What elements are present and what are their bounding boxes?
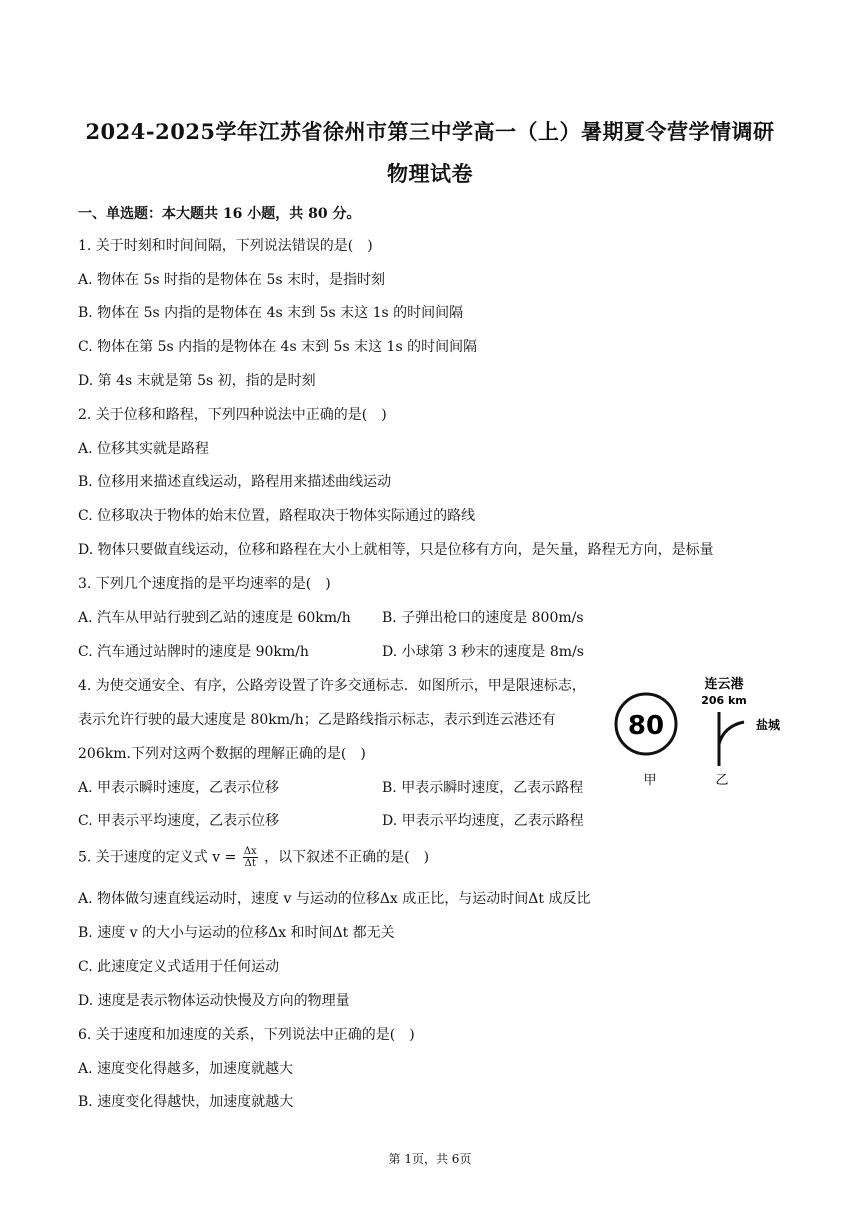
sign-label-jia: 甲 — [643, 773, 657, 788]
section-heading: 一、单选题：本大题共 16 小题，共 80 分。 — [78, 206, 361, 222]
q4-option-d: D. 甲表示平均速度，乙表示路程 — [382, 813, 584, 829]
page-footer: 第 1页，共 6页 — [388, 1152, 472, 1166]
q1-stem: 1. 关于时刻和时间间隔，下列说法错误的是( ) — [78, 238, 373, 254]
q5-stem — [78, 846, 429, 869]
q4-option-c: C. 甲表示平均速度，乙表示位移 — [78, 813, 280, 829]
q1-option-d: D. 第 4s 末就是第 5s 初，指的是时刻 — [78, 373, 316, 389]
q3-option-d: D. 小球第 3 秒末的速度是 8m/s — [382, 644, 584, 660]
q1-option-a: A. 物体在 5s 时指的是物体在 5s 末时，是指时刻 — [78, 272, 385, 288]
q4-option-b: B. 甲表示瞬时速度，乙表示路程 — [382, 780, 584, 796]
q6-option-a: A. 速度变化得越多，加速度就越大 — [78, 1061, 294, 1077]
q4-stem-line1: 4. 为使交通安全、有序，公路旁设置了许多交通标志．如图所示，甲是限速标志， — [78, 678, 586, 694]
q4-stem-line3: 206km.下列对这两个数据的理解正确的是( ) — [78, 746, 366, 762]
exam-title-line2: 物理试卷 — [387, 161, 473, 186]
q4-stem-line2: 表示允许行驶的最大速度是 80km/h；乙是路线指示标志，表示到连云港还有 — [78, 712, 556, 728]
q2-stem: 2. 关于位移和路程，下列四种说法中正确的是( ) — [78, 407, 387, 423]
q5-option-c: C. 此速度定义式适用于任何运动 — [78, 959, 280, 975]
fraction-denominator: Δt — [244, 858, 256, 869]
q3-option-c: C. 汽车通过站牌时的速度是 90km/h — [78, 644, 309, 660]
route-branch-label: 盐城 — [755, 718, 781, 732]
q2-option-b: B. 位移用来描述直线运动，路程用来描述曲线运动 — [78, 474, 392, 490]
q5-stem-suffix: ，以下叙述不正确的是( ) — [264, 849, 430, 866]
q2-option-d: D. 物体只要做直线运动，位移和路程在大小上就相等，只是位移有方向，是矢量，路程无方向，是标量 — [78, 542, 714, 558]
speed-limit-value: 80 — [627, 711, 665, 741]
q1-option-b: B. 物体在 5s 内指的是物体在 4s 末到 5s 末这 1s 的时间间隔 — [78, 305, 464, 321]
q1-option-c: C. 物体在第 5s 内指的是物体在 4s 末到 5s 末这 1s 的时间间隔 — [78, 339, 478, 355]
q5-option-a: A. 物体做匀速直线运动时，速度 v 与运动的位移Δx 成正比，与运动时间Δt 成反比 — [78, 891, 591, 907]
route-distance: 206 km — [701, 694, 747, 707]
q2-option-a: A. 位移其实就是路程 — [78, 441, 210, 457]
velocity-fraction — [243, 846, 258, 869]
route-branch-line-icon — [719, 722, 744, 744]
traffic-signs-svg — [606, 674, 796, 790]
q2-option-c: C. 位移取决于物体的始末位置，路程取决于物体实际通过的路线 — [78, 508, 476, 524]
q6-stem: 6. 关于速度和加速度的关系，下列说法中正确的是( ) — [78, 1027, 415, 1043]
q5-option-b: B. 速度 v 的大小与运动的位移Δx 和时间Δt 都无关 — [78, 925, 395, 941]
q4-option-a: A. 甲表示瞬时速度，乙表示位移 — [78, 780, 280, 796]
q3-option-a: A. 汽车从甲站行驶到乙站的速度是 60km/h — [78, 610, 351, 626]
sign-label-yi: 乙 — [715, 773, 729, 788]
q3-stem: 3. 下列几个速度指的是平均速率的是( ) — [78, 576, 331, 592]
q6-option-b: B. 速度变化得越快，加速度就越大 — [78, 1094, 294, 1110]
exam-title-line1: 2024-2025学年江苏省徐州市第三中学高一（上）暑期夏令营学情调研 — [85, 119, 775, 144]
q3-option-b: B. 子弹出枪口的速度是 800m/s — [382, 610, 584, 626]
fraction-numerator: Δx — [243, 846, 257, 857]
traffic-signs-figure — [606, 674, 796, 790]
q5-option-d: D. 速度是表示物体运动快慢及方向的物理量 — [78, 993, 350, 1009]
q5-stem-prefix: 5. 关于速度的定义式 v = — [78, 849, 237, 866]
route-destination: 连云港 — [704, 677, 744, 692]
